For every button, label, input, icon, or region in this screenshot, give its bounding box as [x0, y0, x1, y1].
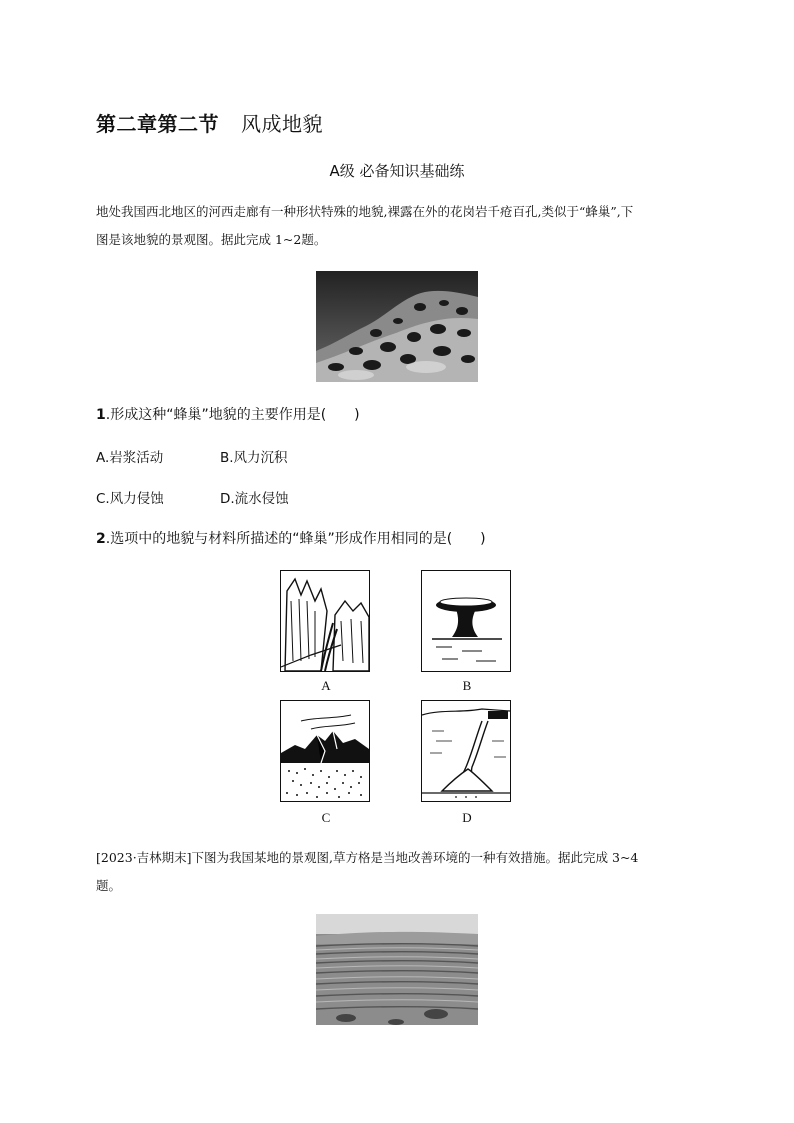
intro-line-2: 图是该地貌的景观图。据此完成 1~2题。 — [96, 232, 327, 247]
question-2 — [96, 528, 486, 548]
sketch-c-mountain[interactable] — [280, 700, 370, 802]
section-title: A级 必备知识基础练 — [329, 162, 465, 180]
chapter-topic: 风成地貌 — [241, 112, 323, 136]
sketch-label-d: D — [462, 810, 472, 825]
passage-2-line-2: 题。 — [96, 878, 122, 893]
intro-line-1: 地处我国西北地区的河西走廊有一种形状特殊的地貌,裸露在外的花岗岩千疮百孔,类似于“蜂巢”,下 — [96, 204, 634, 219]
chapter-title — [96, 108, 323, 137]
q1-option-d[interactable]: D.流水侵蚀 — [220, 491, 289, 507]
honeycomb-landform-photo — [316, 271, 478, 382]
question-2-text: .选项中的地貌与材料所描述的“蜂巢”形成作用相同的是( ) — [105, 531, 486, 547]
q1-option-c[interactable]: C.风力侵蚀 — [96, 491, 164, 507]
passage-2 — [96, 844, 700, 900]
q1-option-b[interactable]: B.风力沉积 — [220, 450, 288, 466]
sketch-d-delta[interactable] — [421, 700, 511, 802]
q1-option-a[interactable]: A.岩浆活动 — [96, 450, 164, 466]
question-2-number: 2 — [96, 531, 106, 547]
sketch-label-a: A — [321, 678, 331, 693]
sketch-b-mushroom-rock[interactable] — [421, 570, 511, 672]
sketch-label-c: C — [321, 810, 331, 825]
question-1 — [96, 404, 360, 424]
straw-checkerboard-photo — [316, 914, 478, 1025]
sketch-a-valley[interactable] — [280, 570, 370, 672]
sketch-label-b: B — [462, 678, 472, 693]
question-1-text: .形成这种“蜂巢”地貌的主要作用是( ) — [105, 407, 360, 423]
chapter-number: 第二章第二节 — [96, 112, 219, 136]
intro-paragraph — [96, 198, 700, 254]
passage-2-line-1: [2023·吉林期末]下图为我国某地的景观图,草方格是当地改善环境的一种有效措施。据此完成 3~4 — [96, 850, 639, 865]
question-1-number: 1 — [96, 407, 106, 423]
